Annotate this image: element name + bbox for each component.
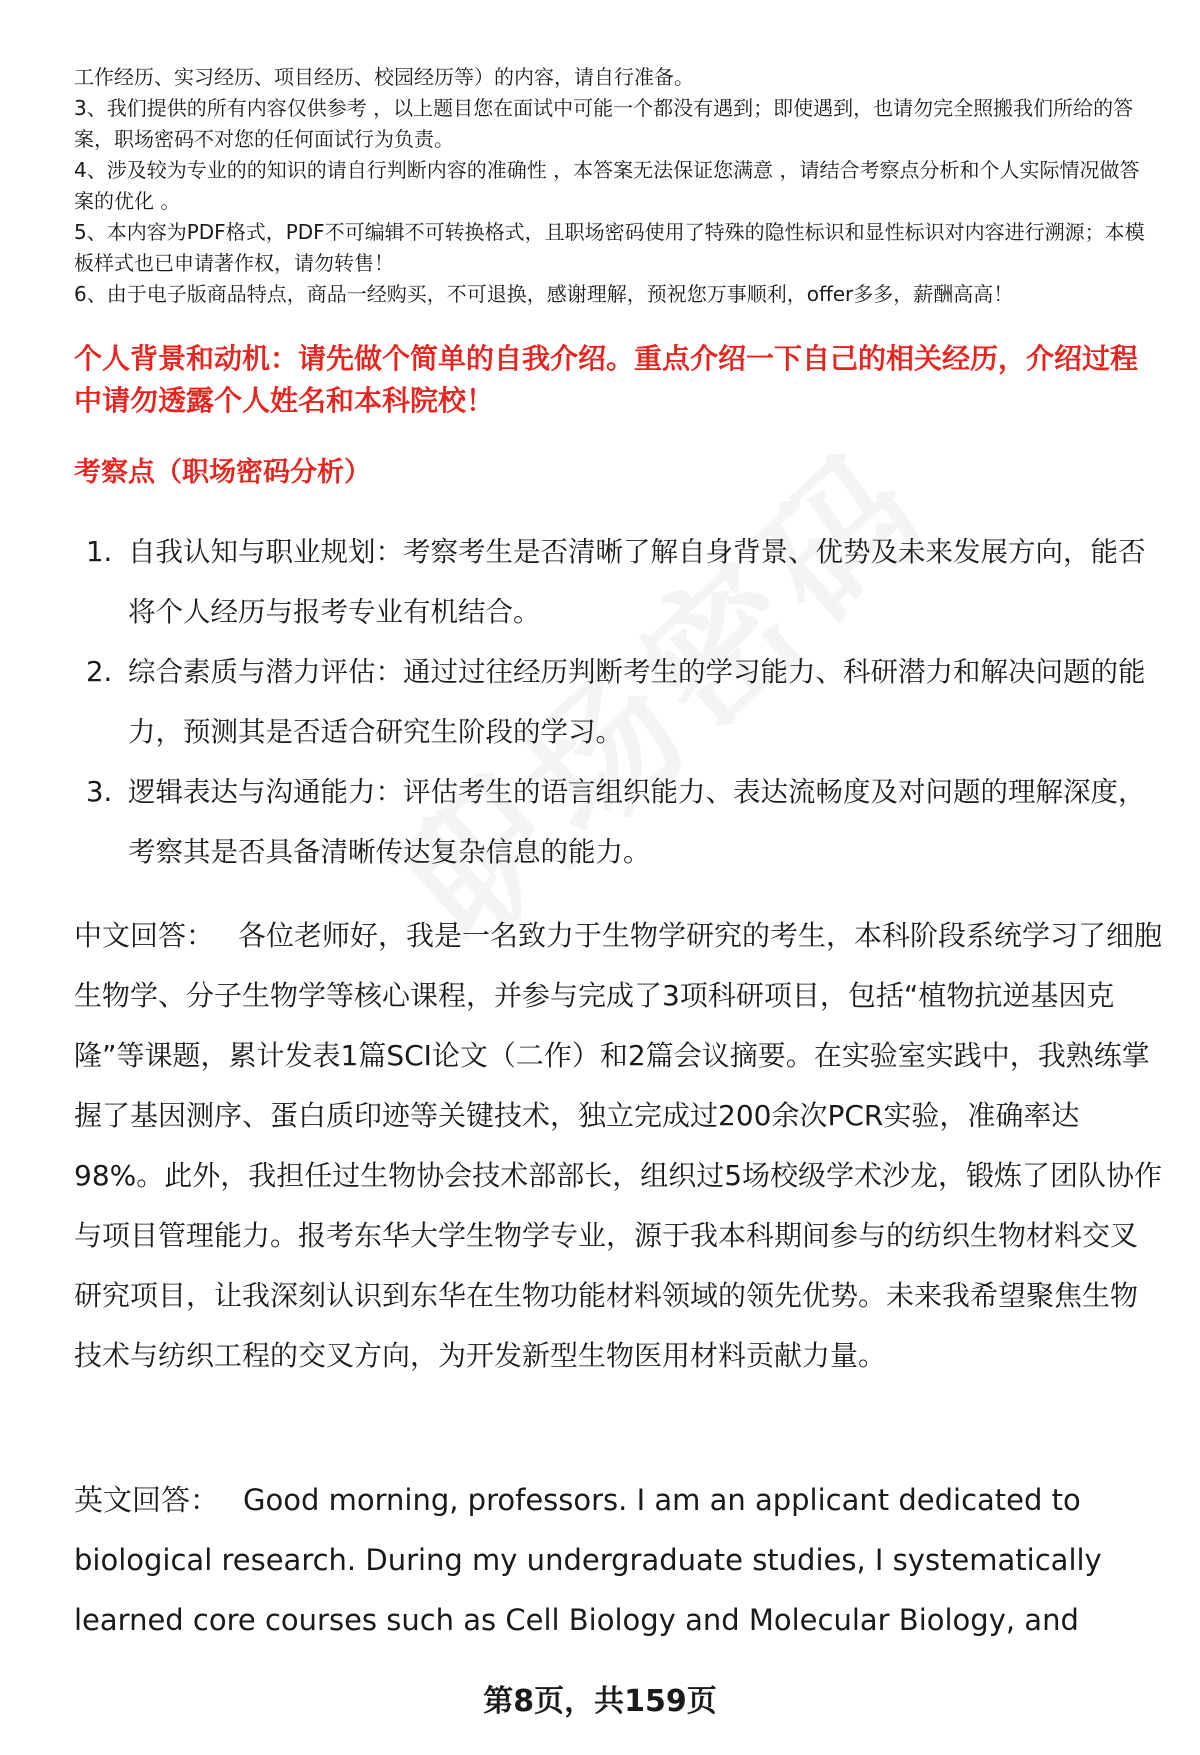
disclaimer-notes (74, 62, 1154, 310)
analysis-point (86, 642, 1156, 762)
note-line: 工作经历、实习经历、项目经历、校园经历等）的内容，请自行准备。 (74, 65, 694, 89)
point-text: 自我认知与职业规划：考察考生是否清晰了解自身背景、优势及未来发展方向，能否将个人经历与报考专业有机结合。 (128, 536, 1146, 628)
point-number: 3. (86, 776, 113, 808)
analysis-point (86, 762, 1156, 882)
interview-question: 个人背景和动机：请先做个简单的自我介绍。重点介绍一下自己的相关经历，介绍过程中请勿透露个人姓名和本科院校！ (74, 342, 1139, 417)
english-answer (74, 1470, 1164, 1650)
analysis-point (86, 522, 1156, 642)
note-line: 3、我们提供的所有内容仅供参考 ，以上题目您在面试中可能一个都没有遇到；即使遇到，也请勿完全照搬我们所给的答案，职场密码不对您的任何面试行为负责。 (74, 96, 1134, 151)
analysis-points (86, 522, 1156, 882)
note-line: 4、涉及较为专业的的知识的请自行判断内容的准确性 ，本答案无法保证您满意 ，请结合考察点分析和个人实际情况做答案的优化 。 (74, 158, 1140, 213)
point-number: 1. (86, 536, 113, 568)
note-line: 6、由于电子版商品特点，商品一经购买，不可退换，感谢理解，预祝您万事顺利，offer多多，薪酬高高！ (74, 282, 1014, 306)
point-text: 逻辑表达与沟通能力：评估考生的语言组织能力、表达流畅度及对问题的理解深度，考察其是否具备清晰传达复杂信息的能力。 (128, 776, 1146, 868)
note-line: 5、本内容为PDF格式，PDF不可编辑不可转换格式，且职场密码使用了特殊的隐性标识和显性标识对内容进行溯源；本模板样式也已申请著作权，请勿转售！ (74, 220, 1145, 275)
point-number: 2. (86, 656, 113, 688)
chinese-answer-label: 中文回答： (74, 919, 215, 952)
point-text: 综合素质与潜力评估：通过过往经历判断考生的学习能力、科研潜力和解决问题的能力，预测其是否适合研究生阶段的学习。 (128, 656, 1146, 748)
english-answer-label: 英文回答： (74, 1483, 220, 1517)
analysis-heading: 考察点（职场密码分析） (74, 457, 371, 488)
page-number: 第8页，共159页 (483, 1684, 717, 1719)
english-answer-text: Good morning, professors. I am an applicant dedicated to biological research. During my undergraduate studies, I systematically learned core courses such as Cell Biology and Molecular Biology, and (74, 1483, 1102, 1637)
chinese-answer-text: 各位老师好，我是一名致力于生物学研究的考生，本科阶段系统学习了细胞生物学、分子生物学等核心课程，并参与完成了3项科研项目，包括“植物抗逆基因克隆”等课题，累计发表1篇SCI论文（二作）和2篇会议摘要。在实验室实践中，我熟练掌握了基因测序、蛋白质印迹等关键技术，独立完成过200余次PCR实验，准确率达98%。此外，我担任过生物协会技术部部长，组织过5场校级学术沙龙，锻炼了团队协作与项目管理能力。报考东华大学生物学专业，源于我本科期间参与的纺织生物材料交叉研究项目，让我深刻认识到东华在生物功能材料领域的领先优势。未来我希望聚焦生物技术与纺织工程的交叉方向，为开发新型生物医用材料贡献力量。 (74, 919, 1163, 1372)
chinese-answer (74, 906, 1164, 1386)
